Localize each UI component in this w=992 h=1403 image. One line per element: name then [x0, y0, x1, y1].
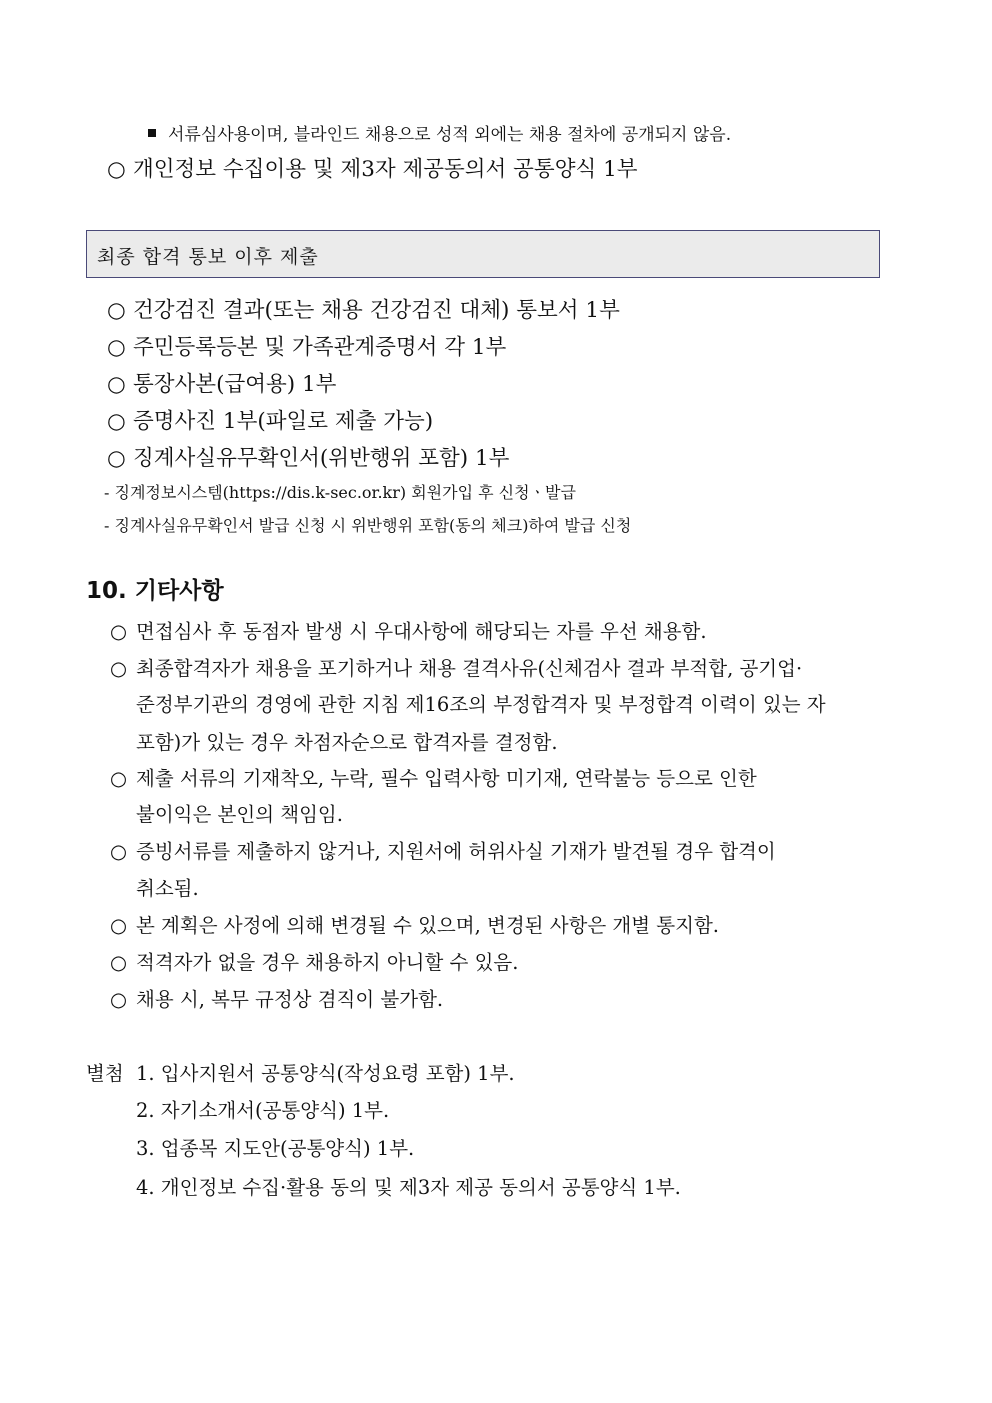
list-item [107, 293, 620, 324]
list-item [107, 330, 506, 361]
section-title: 10. 기타사항 [86, 578, 224, 604]
list-item [110, 836, 776, 864]
list-item [110, 763, 757, 791]
list-item [107, 441, 509, 472]
list-item [110, 984, 443, 1012]
circle-bullet-icon: ○ [107, 335, 126, 360]
list-item-text: 최종합격자가 채용을 포기하거나 채용 결격사유(신체검사 결과 부적합, 공기업· [136, 657, 803, 680]
circle-bullet-icon: ○ [110, 657, 128, 680]
list-item [107, 404, 433, 435]
note-line: - 징계정보시스템(https://dis.k-sec.or.kr) 회원가입 후 신청ㆍ발급 [104, 483, 576, 502]
attachment-item: 4. 개인정보 수집·활용 동의 및 제3자 제공 동의서 공통양식 1부. [136, 1176, 681, 1199]
circle-bullet-icon: ○ [107, 409, 126, 434]
bullet-note-text: 서류심사용이며, 블라인드 채용으로 성적 외에는 채용 절차에 공개되지 않음. [168, 125, 732, 145]
list-item [110, 947, 518, 975]
circle-bullet-icon: ○ [107, 372, 126, 397]
list-item [110, 910, 719, 938]
list-item-text: 면접심사 후 동점자 발생 시 우대사항에 해당되는 자를 우선 채용함. [136, 620, 707, 643]
square-bullet-icon [148, 129, 156, 137]
list-item-text: 본 계획은 사정에 의해 변경될 수 있으며, 변경된 사항은 개별 통지함. [136, 914, 719, 937]
list-item-text: 적격자가 없을 경우 채용하지 아니할 수 있음. [136, 951, 519, 974]
list-item [110, 653, 802, 681]
list-item-text: 통장사본(급여용) 1부 [133, 372, 337, 397]
circle-bullet-icon: ○ [107, 157, 126, 182]
circle-bullet-icon: ○ [110, 767, 128, 790]
circle-bullet-icon: ○ [110, 620, 128, 643]
consent-item [107, 152, 638, 183]
attachment-item: 2. 자기소개서(공통양식) 1부. [136, 1099, 390, 1122]
circle-bullet-icon: ○ [110, 988, 128, 1011]
list-item-text: 주민등록등본 및 가족관계증명서 각 1부 [133, 335, 507, 360]
attachment-label: 별첨 [86, 1062, 124, 1085]
attachment-item: 3. 업종목 지도안(공통양식) 1부. [136, 1137, 415, 1160]
list-item-text: 건강검진 결과(또는 채용 건강검진 대체) 통보서 1부 [133, 298, 620, 323]
note-line: - 징계사실유무확인서 발급 신청 시 위반행위 포함(동의 체크)하여 발급 신청 [104, 516, 632, 535]
circle-bullet-icon: ○ [107, 298, 126, 323]
list-item [107, 367, 336, 398]
list-item-continuation: 불이익은 본인의 책임임. [136, 803, 343, 826]
circle-bullet-icon: ○ [110, 951, 128, 974]
final-pass-header: 최종 합격 통보 이후 제출 [97, 246, 319, 268]
circle-bullet-icon: ○ [107, 446, 126, 471]
list-item-continuation: 취소됨. [136, 877, 199, 900]
list-item-continuation: 준정부기관의 경영에 관한 지침 제16조의 부정합격자 및 부정합격 이력이 있는 자 [136, 693, 826, 716]
list-item-text: 제출 서류의 기재착오, 누락, 필수 입력사항 미기재, 연락불능 등으로 인한 [136, 767, 757, 790]
final-pass-header-box [86, 230, 880, 278]
list-item-text: 증명사진 1부(파일로 제출 가능) [133, 409, 434, 434]
list-item-continuation: 포함)가 있는 경우 차점자순으로 합격자를 결정함. [136, 731, 558, 754]
list-item-text: 징계사실유무확인서(위반행위 포함) 1부 [133, 446, 510, 471]
bullet-note [148, 120, 731, 145]
circle-bullet-icon: ○ [110, 840, 128, 863]
circle-bullet-icon: ○ [110, 914, 128, 937]
list-item-text: 증빙서류를 제출하지 않거나, 지원서에 허위사실 기재가 발견될 경우 합격이 [136, 840, 776, 863]
consent-item-text: 개인정보 수집이용 및 제3자 제공동의서 공통양식 1부 [133, 157, 638, 182]
list-item-text: 채용 시, 복무 규정상 겸직이 불가함. [136, 988, 444, 1011]
list-item [110, 616, 707, 644]
attachment-item: 1. 입사지원서 공통양식(작성요령 포함) 1부. [136, 1062, 515, 1085]
